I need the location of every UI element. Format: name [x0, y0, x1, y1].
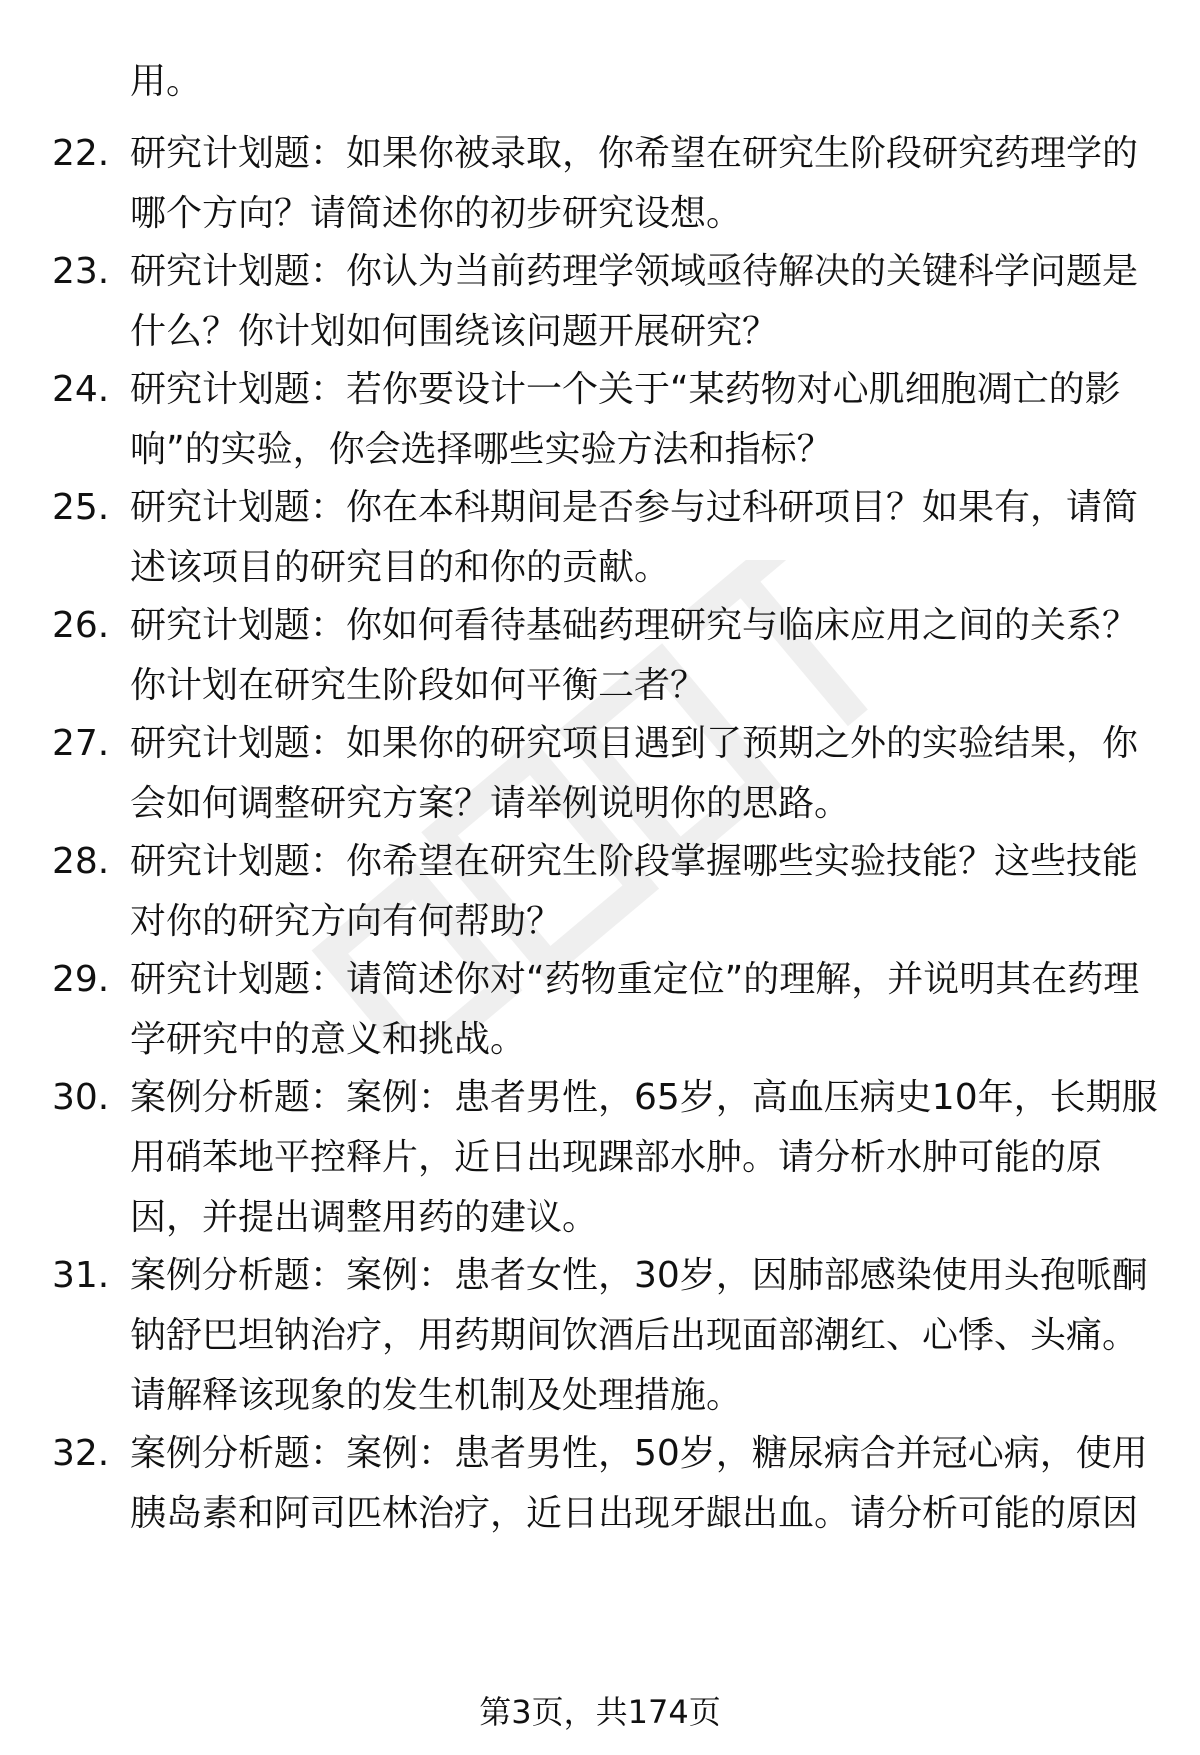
- question-item-31: [52, 1246, 1164, 1426]
- question-text: 研究计划题：你在本科期间是否参与过科研项目？如果有，请简述该项目的研究目的和你的贡献。: [130, 487, 1139, 588]
- question-number: 27.: [52, 723, 110, 764]
- question-item-32: [52, 1424, 1164, 1544]
- question-item-27: [52, 714, 1164, 834]
- question-number: 22.: [52, 133, 110, 174]
- question-text: 研究计划题：你认为当前药理学领域亟待解决的关键科学问题是什么？你计划如何围绕该问题开展研究？: [130, 251, 1139, 352]
- question-text: 研究计划题：你希望在研究生阶段掌握哪些实验技能？这些技能对你的研究方向有何帮助？: [130, 841, 1139, 942]
- question-item-29: [52, 950, 1164, 1070]
- question-number: 32.: [52, 1433, 110, 1474]
- question-text: 研究计划题：如果你的研究项目遇到了预期之外的实验结果，你会如何调整研究方案？请举例说明你的思路。: [130, 723, 1139, 824]
- question-item-24: [52, 360, 1164, 480]
- question-item-28: [52, 832, 1164, 952]
- question-number: 29.: [52, 959, 110, 1000]
- question-number: 31.: [52, 1255, 110, 1296]
- question-text: 研究计划题：若你要设计一个关于“某药物对心肌细胞凋亡的影响”的实验，你会选择哪些实验方法和指标？: [130, 369, 1121, 470]
- question-text: 案例分析题：案例：患者男性，50岁，糖尿病合并冠心病，使用胰岛素和阿司匹林治疗，近日出现牙龈出血。请分析可能的原因: [130, 1433, 1148, 1534]
- question-item-26: [52, 596, 1164, 716]
- question-number: 26.: [52, 605, 110, 646]
- question-number: 25.: [52, 487, 110, 528]
- question-item-22: [52, 124, 1164, 244]
- question-number: 23.: [52, 251, 110, 292]
- continuation-text: 用。: [130, 61, 203, 102]
- page-footer: 第3页，共174页: [479, 1693, 721, 1731]
- question-text: 案例分析题：案例：患者男性，65岁，高血压病史10年，长期服用硝苯地平控释片，近日出现踝部水肿。请分析水肿可能的原因，并提出调整用药的建议。: [130, 1077, 1158, 1238]
- question-text: 研究计划题：你如何看待基础药理研究与临床应用之间的关系？你计划在研究生阶段如何平衡二者？: [130, 605, 1139, 706]
- question-item-23: [52, 242, 1164, 362]
- question-number: 30.: [52, 1077, 110, 1118]
- question-number: 28.: [52, 841, 110, 882]
- question-item-30: [52, 1068, 1164, 1248]
- question-number: 24.: [52, 369, 110, 410]
- question-item-25: [52, 478, 1164, 598]
- question-text: 研究计划题：请简述你对“药物重定位”的理解，并说明其在药理学研究中的意义和挑战。: [130, 959, 1140, 1060]
- question-text: 案例分析题：案例：患者女性，30岁，因肺部感染使用头孢哌酮钠舒巴坦钠治疗，用药期间饮酒后出现面部潮红、心悸、头痛。请解释该现象的发生机制及处理措施。: [130, 1255, 1148, 1416]
- question-text: 研究计划题：如果你被录取，你希望在研究生阶段研究药理学的哪个方向？请简述你的初步研究设想。: [130, 133, 1139, 234]
